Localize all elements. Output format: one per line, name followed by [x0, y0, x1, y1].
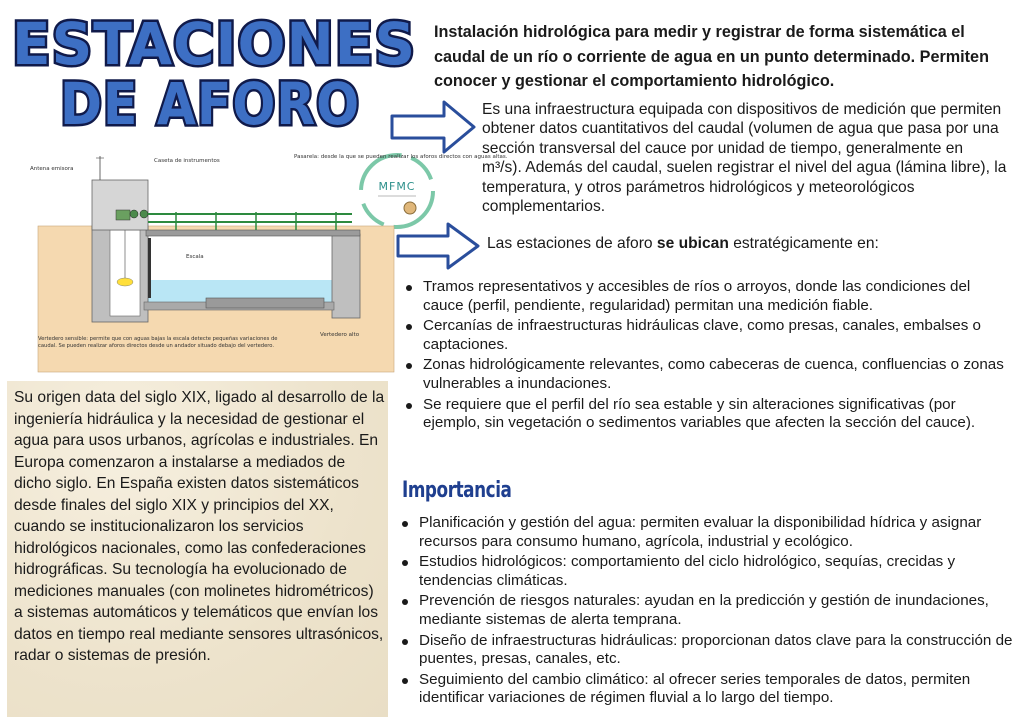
location-text [487, 234, 1007, 254]
location-text-after: estratégicamente en: [728, 235, 879, 252]
list-item: Tramos representativos y accesibles de ríos o arroyos, donde las condiciones del cauce (perfil, pendiente, regularidad) permitan una medición fiable. [402, 278, 1014, 315]
location-list [402, 278, 1014, 435]
title-line-1: ESTACIONES [12, 10, 416, 78]
label-escala: Escala [186, 254, 204, 260]
importance-heading: Importancia [402, 478, 512, 503]
label-caseta: Caseta de instrumentos [154, 158, 220, 164]
label-antena: Antena emisora [30, 166, 74, 172]
label-vertedero-sensible: Vertedero sensible: permite que con aguas bajas la escala detecte pequeñas variaciones de caudal. Se pueden realizar aforos directos desde un andador situado debajo del vertedero. [38, 336, 278, 349]
list-item: Seguimiento del cambio climático: al ofrecer series temporales de datos, permiten identificar variaciones de régimen fluvial a lo largo del tiempo. [398, 671, 1016, 708]
intro-text: Instalación hidrológica para medir y registrar de forma sistemática el caudal de un río o corriente de agua en un punto determinado. Permiten conocer y gestionar el comportamiento hidrológico. [434, 23, 989, 90]
station-diagram [26, 146, 508, 376]
page-title [8, 4, 428, 144]
list-item: Se requiere que el perfil del río sea estable y sin alteraciones significativas (por ejemplo, sin vegetación o sedimentos variables que afecten la sección del cauce). [402, 396, 1014, 433]
location-text-before: Las estaciones de aforo [487, 235, 657, 252]
history-panel [7, 381, 388, 717]
list-item: Zonas hidrológicamente relevantes, como cabeceras de cuenca, confluencias o zonas vulnerables a inundaciones. [402, 356, 1014, 393]
logo-text: MFMC [378, 180, 416, 193]
history-text: Su origen data del siglo XIX, ligado al desarrollo de la ingeniería hidráulica y la necesidad de gestionar el agua para usos urbanos, agrícolas e industriales. En Europa comenzaron a instalarse a mediados de dicho siglo. En España existen datos sistemáticos desde finales del siglo XIX y principios del XX, cuando se institucionalizaron los servicios hidrológicos nacionales, como las confederaciones hidrográficas. Su tecnología ha evolucionado de mediciones manuales (con molinetes hidrométricos) a sistemas automáticos y telemáticos que envían los datos en tiempo real mediante sensores ultrasónicos, radar o sistemas de presión. [14, 389, 385, 664]
importance-list [398, 514, 1016, 710]
list-item: Diseño de infraestructuras hidráulicas: proporcionan datos clave para la construcción de puentes, presas, canales, etc. [398, 632, 1016, 669]
description-text: Es una infraestructura equipada con dispositivos de medición que permiten obtener datos cuantitativos del caudal (volumen de agua que pasa por una sección transversal del cauce por unidad de tiempo, generalmente en m³/s). Además del caudal, suelen registrar el nivel del agua (lámina libre), la temperatura, y otros parámetros hidrológicos y meteorológicos complementarios. [482, 101, 1007, 216]
label-pasarela: Pasarela: desde la que se pueden realizar los aforos directos con aguas altas. [294, 154, 508, 160]
label-vertedero-alto: Vertedero alto [320, 332, 360, 338]
list-item: Estudios hidrológicos: comportamiento del ciclo hidrológico, sequías, crecidas y tendencias climáticas. [398, 553, 1016, 590]
list-item: Cercanías de infraestructuras hidráulicas clave, como presas, canales, embalses o captaciones. [402, 317, 1014, 354]
list-item: Planificación y gestión del agua: permiten evaluar la disponibilidad hídrica y asignar recursos para consumo humano, agrícola, industrial y ecológico. [398, 514, 1016, 551]
title-line-2: DE AFORO [60, 70, 360, 138]
location-text-bold: se ubican [656, 235, 729, 252]
list-item: Prevención de riesgos naturales: ayudan en la predicción y gestión de inundaciones, mediante sistemas de alerta temprana. [398, 592, 1016, 629]
